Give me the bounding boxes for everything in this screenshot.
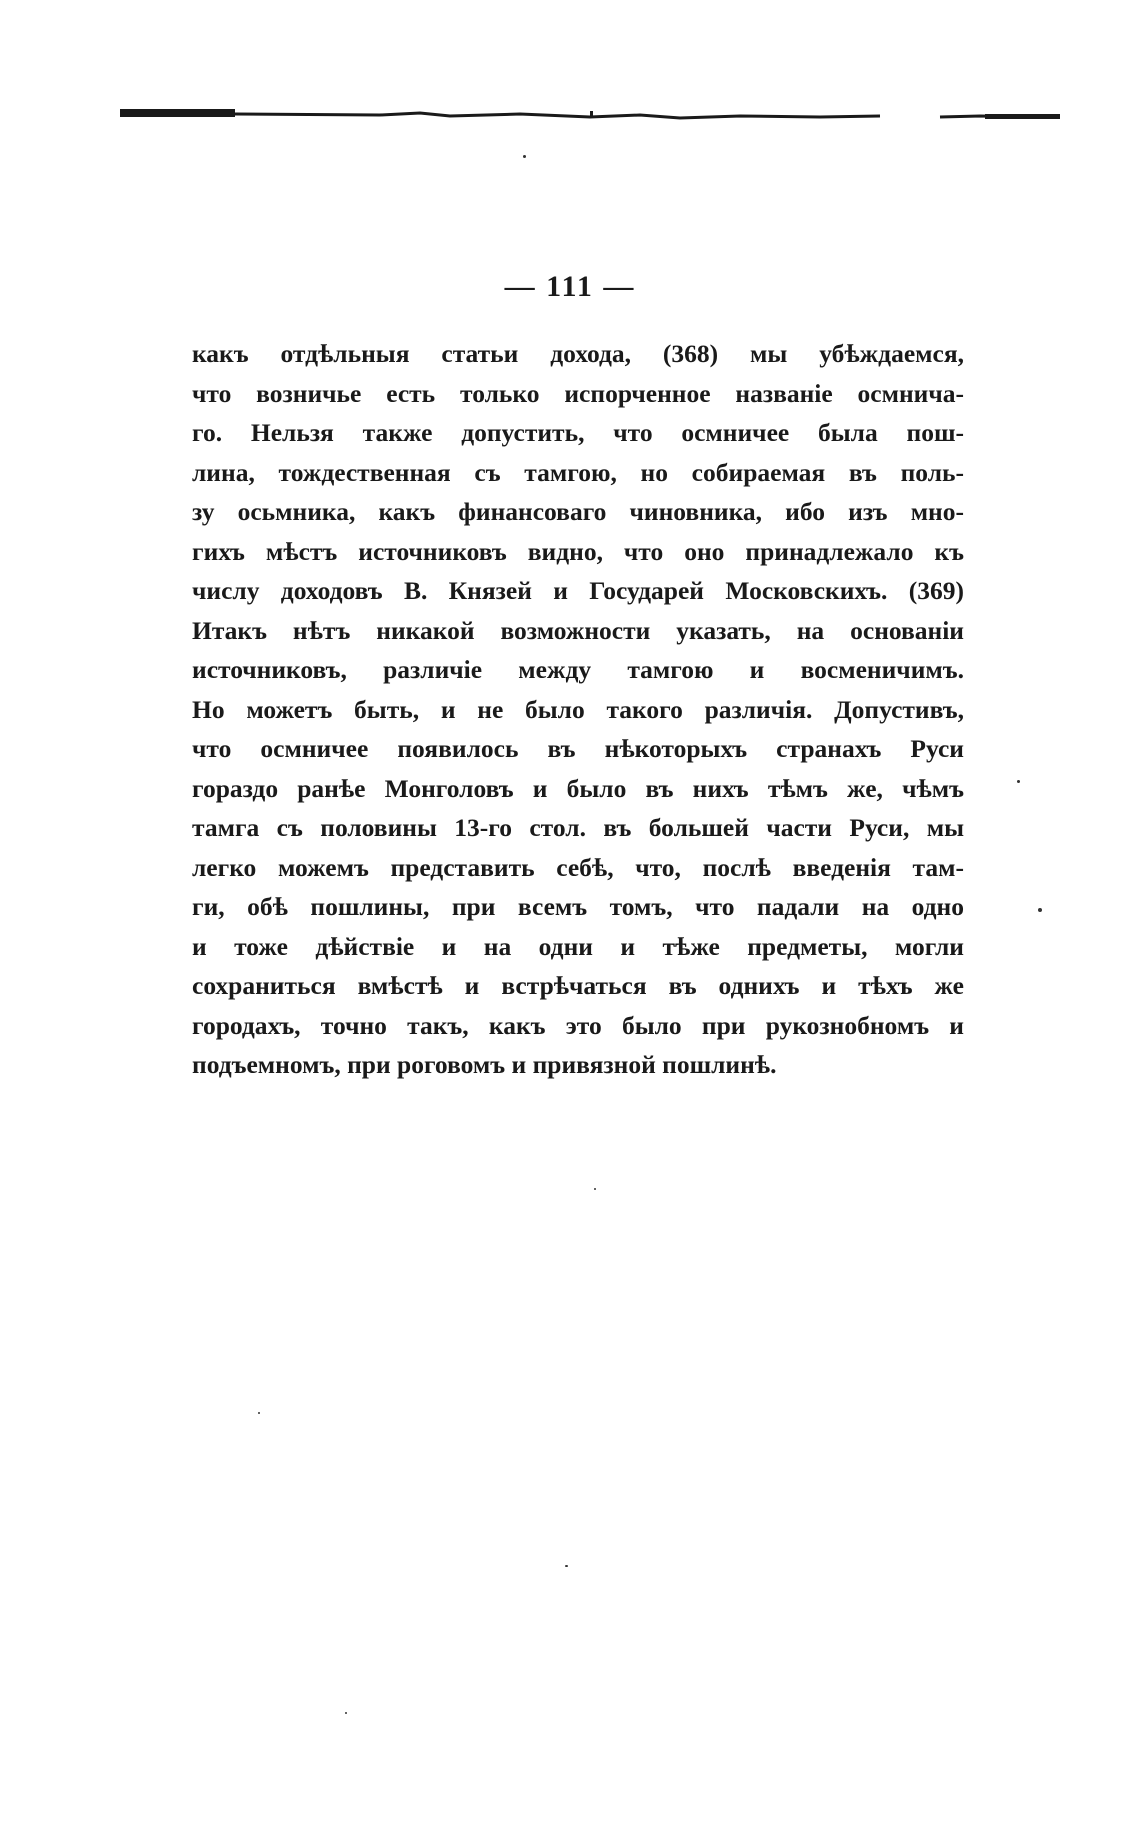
text-line: легко можемъ представить себѣ, что, послѣ введенія там- (192, 852, 964, 882)
text-line: городахъ, точно такъ, какъ это было при рукознобномъ и (192, 1010, 964, 1040)
text-line: числу доходовъ В. Князей и Государей Московскихъ. (369) (192, 576, 964, 605)
scan-speck (594, 1188, 596, 1190)
body-text (192, 334, 964, 1085)
text-line-last: подъемномъ, при роговомъ и привязной пошлинѣ. (192, 1050, 777, 1079)
text-line: Итакъ нѣтъ никакой возможности указать, на основаніи (192, 615, 964, 645)
scan-speck (1017, 780, 1020, 783)
page-number: — 111 — (504, 270, 636, 303)
text-line: источниковъ, различіе между тамгою и восменичимъ. (192, 655, 964, 684)
text-line: что возничье есть только испорченное названіе осмнича- (192, 378, 964, 408)
scan-speck (565, 1565, 568, 1567)
scan-speck (345, 1712, 347, 1714)
text-line: и тоже дѣйствіе и на одни и тѣже предметы, могли (192, 931, 964, 961)
scan-speck (258, 1412, 260, 1414)
scan-speck (523, 155, 526, 158)
text-line: ги, обѣ пошлины, при всемъ томъ, что падали на одно (192, 892, 964, 921)
text-line: гораздо ранѣе Монголовъ и было въ нихъ тѣмъ же, чѣмъ (192, 773, 964, 803)
text-line: какъ отдѣльныя статьи дохода, (368) мы убѣждаемся, (192, 339, 964, 368)
text-line: сохраниться вмѣстѣ и встрѣчаться въ однихъ и тѣхъ же (192, 971, 964, 1000)
text-line: гихъ мѣстъ источниковъ видно, что оно принадлежало къ (192, 536, 964, 566)
text-line: го. Нельзя также допустить, что осмничее была пош- (192, 418, 964, 447)
text-line: что осмничее появилось въ нѣкоторыхъ странахъ Руси (192, 734, 964, 763)
text-line: тамга съ половины 13-го стол. въ большей части Руси, мы (192, 813, 964, 842)
text-line: Но можетъ быть, и не было такого различія. Допустивъ, (192, 694, 964, 724)
text-line: зу осьмника, какъ финансоваго чиновника, ибо изъ мно- (192, 497, 964, 526)
scan-speck (1038, 908, 1042, 912)
text-line: лина, тождественная съ тамгою, но собираемая въ поль- (192, 457, 964, 487)
scan-rule-top (120, 105, 1060, 125)
